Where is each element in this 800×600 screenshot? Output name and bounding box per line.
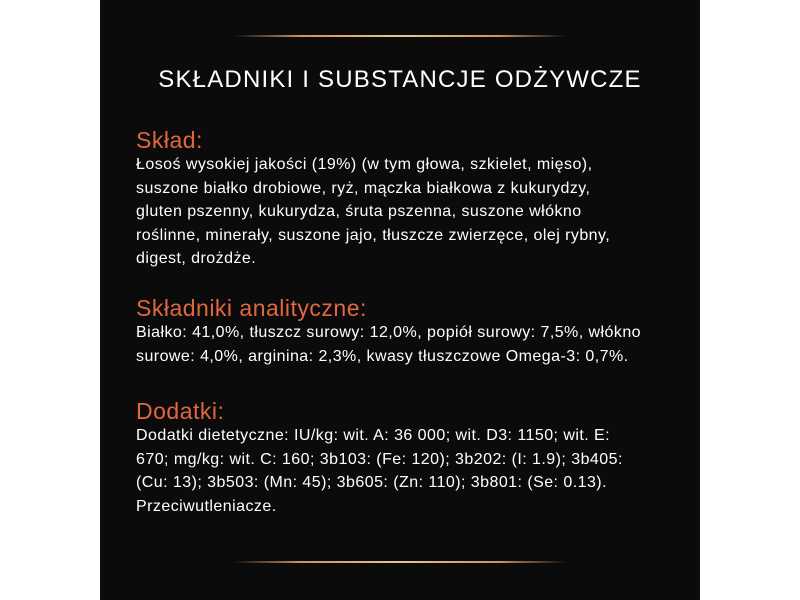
ingredients-panel (100, 0, 700, 600)
additives-section (136, 398, 676, 518)
text-line: Dodatki dietetyczne: IU/kg: wit. A: 36 000; wit. D3: 1150; wit. E: (136, 427, 611, 444)
composition-heading: Skład: (136, 127, 203, 153)
text-line: Białko: 41,0%, tłuszcz surowy: 12,0%, popiół surowy: 7,5%, włókno (136, 324, 642, 341)
text-line: 670; mg/kg: wit. C: 160; 3b103: (Fe: 120); 3b202: (I: 1.9); 3b405: (136, 450, 623, 468)
page-title: SKŁADNIKI I SUBSTANCJE ODŻYWCZE (158, 66, 642, 93)
composition-text (136, 153, 676, 271)
text-line: surowe: 4,0%, arginina: 2,3%, kwasy tłuszczowe Omega-3: 0,7%. (136, 347, 629, 365)
text-line: digest, drożdże. (136, 250, 257, 267)
bottom-divider (233, 561, 567, 563)
analytical-heading: Składniki analityczne: (136, 295, 367, 321)
analytical-section (136, 295, 676, 368)
text-line: roślinne, minerały, suszone jajo, tłuszcze zwierzęce, olej rybny, (136, 226, 611, 244)
composition-section (136, 127, 676, 271)
additives-text (136, 424, 676, 518)
analytical-text (136, 321, 676, 368)
top-divider (233, 35, 567, 37)
text-line: suszone białko drobiowe, ryż, mączka białkowa z kukurydzy, (136, 179, 591, 197)
additives-heading: Dodatki: (136, 398, 225, 424)
text-line: (Cu: 13); 3b503: (Mn: 45); 3b605: (Zn: 110); 3b801: (Se: 0.13). (136, 474, 607, 491)
text-line: Łosoś wysokiej jakości (19%) (w tym głowa, szkielet, mięso), (136, 156, 593, 173)
text-line: Przeciwutleniacze. (136, 497, 277, 515)
text-line: gluten pszenny, kukurydza, śruta pszenna, suszone włókno (136, 203, 582, 220)
